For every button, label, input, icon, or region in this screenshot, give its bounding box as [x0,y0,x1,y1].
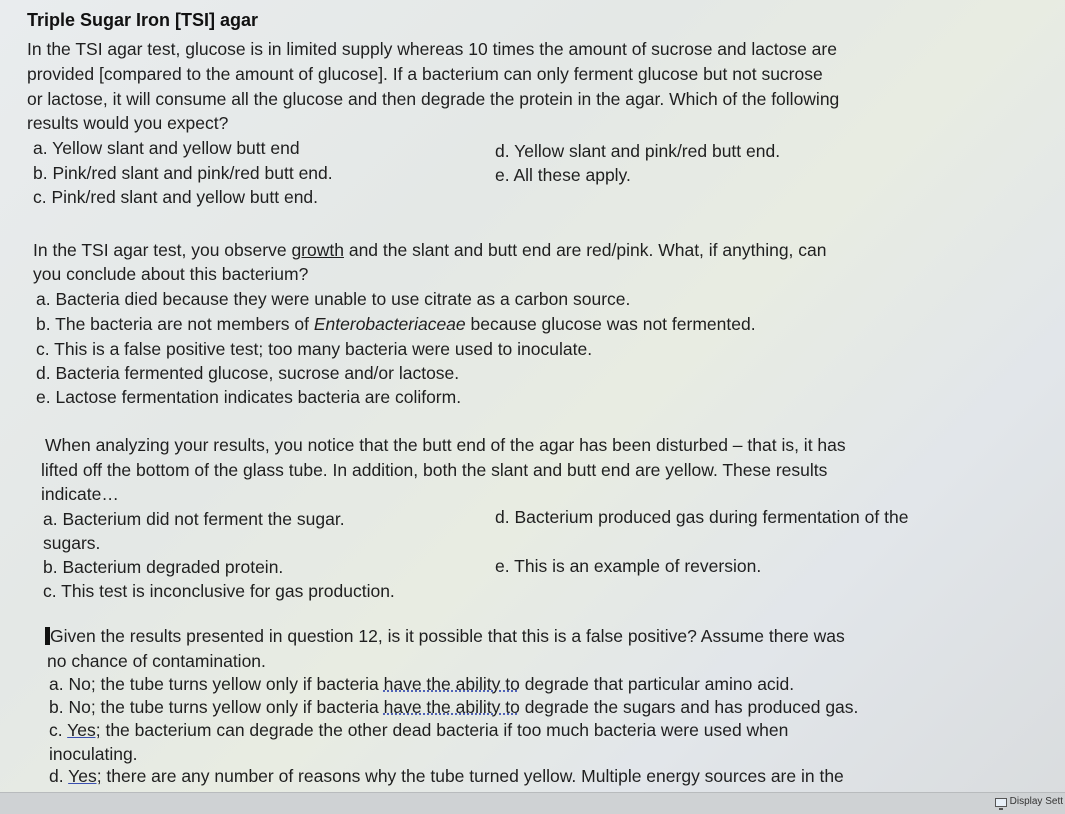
q1-text-line-2: provided [compared to the amount of glucose]. If a bacterium can only ferment glucose but not sucrose [27,64,823,84]
q4-option-d [49,765,844,787]
q3-option-a: a. Bacterium did not ferment the sugar. [43,509,345,529]
q4-option-b-part: degrade the sugars and has produced gas. [519,697,859,717]
q1-text-line-1: In the TSI agar test, glucose is in limited supply whereas 10 times the amount of sucrose and lactose are [27,39,837,59]
q2-option-b-part: b. The bacteria are not members of [36,314,314,334]
q3-text-line-3: indicate… [41,484,119,504]
q4-text-part: Given the results presented in question 12, is it possible that this is a false positive? Assume there was [50,626,845,646]
q1-option-a: a. Yellow slant and yellow butt end [33,138,300,158]
q4-option-a-part: a. No; the tube turns yellow only if bacteria [49,674,384,694]
grammar-flagged-text[interactable]: Yes; [68,766,102,786]
q2-option-e: e. Lactose fermentation indicates bacteria are coliform. [36,387,462,407]
q2-text-line-1 [33,239,827,261]
q2-option-c: c. This is a false positive test; too many bacteria were used to inoculate. [36,339,593,359]
q2-option-b-part: because glucose was not fermented. [465,314,756,334]
display-settings-label: Display Sett [1009,796,1063,807]
q2-option-a: a. Bacteria died because they were unable to use citrate as a carbon source. [36,289,631,309]
q2-option-b [36,313,756,335]
q1-text-line-4: results would you expect? [27,113,229,133]
q4-option-b [49,696,858,718]
q1-option-d: d. Yellow slant and pink/red butt end. [495,141,781,161]
q4-option-a [49,673,794,695]
q4-option-c-part: the bacterium can degrade the other dead bacteria if too much bacteria were used when [100,720,789,740]
q2-text-line-2: you conclude about this bacterium? [33,264,309,284]
q4-text-line-1 [45,625,845,647]
grammar-flagged-text[interactable]: have the ability to [383,697,520,717]
q1-text-line-3: or lactose, it will consume all the glucose and then degrade the protein in the agar. Which of the following [27,89,840,109]
q2-option-d: d. Bacteria fermented glucose, sucrose and/or lactose. [36,363,460,383]
grammar-flagged-text[interactable]: Yes; [67,720,101,740]
monitor-icon [995,798,1007,807]
q3-option-d: d. Bacterium produced gas during fermentation of the [495,507,909,527]
q3-option-d-continued: sugars. [43,533,101,553]
q4-option-c [49,719,788,741]
q1-option-b: b. Pink/red slant and pink/red butt end. [33,163,333,183]
growth-underlined: growth [291,240,344,260]
q4-option-a-part: degrade that particular amino acid. [519,674,795,694]
q4-option-d-part: there are any number of reasons why the tube turned yellow. Multiple energy sources are in the [101,766,844,786]
q1-option-c: c. Pink/red slant and yellow butt end. [33,187,319,207]
q4-option-c-continued: inoculating. [49,744,138,764]
q4-option-b-part: b. No; the tube turns yellow only if bacteria [49,697,384,717]
q3-option-e: e. This is an example of reversion. [495,556,762,576]
enterobacteriaceae-italic: Enterobacteriaceae [313,314,466,334]
status-bar [0,792,1065,814]
q1-option-e: e. All these apply. [495,165,631,185]
grammar-flagged-text[interactable]: have the ability to [383,674,520,694]
document-title: Triple Sugar Iron [TSI] agar [27,10,259,30]
q4-option-c-part: c. [49,720,68,740]
q3-option-c: c. This test is inconclusive for gas production. [43,581,395,601]
q4-text-line-2: no chance of contamination. [47,651,266,671]
q2-text-part: In the TSI agar test, you observe [33,240,292,260]
q4-option-d-part: d. [49,766,69,786]
q3-option-b: b. Bacterium degraded protein. [43,557,284,577]
q3-text-line-1: When analyzing your results, you notice that the butt end of the agar has been disturbed – that is, it has [45,435,846,455]
display-settings-button[interactable] [995,795,1063,809]
q3-text-line-2: lifted off the bottom of the glass tube. In addition, both the slant and butt end are yellow. These results [41,460,828,480]
q2-text-part: and the slant and butt end are red/pink. What, if anything, can [343,240,827,260]
